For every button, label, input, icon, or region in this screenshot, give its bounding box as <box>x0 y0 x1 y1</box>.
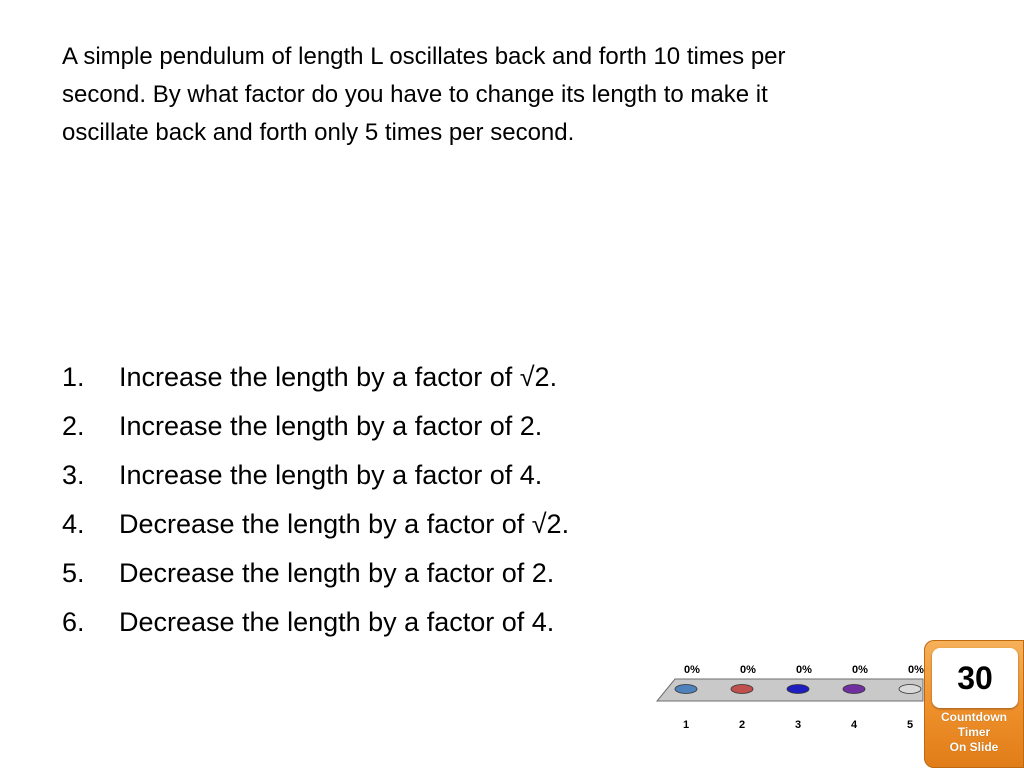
answer-number: 4. <box>62 509 85 539</box>
answer-option-1[interactable] <box>62 355 569 404</box>
chart-bar-base-2 <box>731 685 753 694</box>
timer-caption <box>924 710 1024 755</box>
chart-category-label: 4 <box>850 719 858 731</box>
answer-number: 6. <box>62 607 85 637</box>
chart-category-label: 5 <box>906 719 914 731</box>
answer-option-6[interactable] <box>62 600 569 649</box>
answer-option-3[interactable] <box>62 453 569 502</box>
timer-caption-line: Countdown <box>941 710 1007 724</box>
question-text <box>62 38 962 152</box>
chart-data-label: 0% <box>684 664 700 676</box>
answer-text: Increase the length by a factor of 2. <box>119 411 543 441</box>
answer-list <box>62 355 569 649</box>
answer-text: Increase the length by a factor of √2. <box>119 362 558 392</box>
chart-data-label: 0% <box>740 664 756 676</box>
answer-number: 1. <box>62 362 85 392</box>
answer-text: Decrease the length by a factor of 4. <box>119 607 555 637</box>
response-chart-svg <box>655 655 925 740</box>
timer-caption-line: On Slide <box>949 740 999 754</box>
chart-bar-base-1 <box>675 685 697 694</box>
chart-data-label: 0% <box>908 664 924 676</box>
answer-text: Increase the length by a factor of 4. <box>119 460 543 490</box>
chart-bar-base-4 <box>843 685 865 694</box>
answer-number: 2. <box>62 411 85 441</box>
chart-data-label: 0% <box>796 664 812 676</box>
chart-category-label: 1 <box>682 719 690 731</box>
answer-number: 5. <box>62 558 85 588</box>
chart-category-label: 3 <box>794 719 802 731</box>
question-line: oscillate back and forth only 5 times per second. <box>62 119 575 146</box>
chart-category-label: 2 <box>738 719 746 731</box>
answer-option-4[interactable] <box>62 502 569 551</box>
answer-text: Decrease the length by a factor of √2. <box>119 509 570 539</box>
answer-option-5[interactable] <box>62 551 569 600</box>
chart-bar-base-5 <box>899 685 921 694</box>
question-line: A simple pendulum of length L oscillates back and forth 10 times per <box>62 43 786 70</box>
question-line: second. By what factor do you have to change its length to make it <box>62 81 768 108</box>
answer-number: 3. <box>62 460 85 490</box>
timer-value: 30 <box>932 648 1018 708</box>
answer-text: Decrease the length by a factor of 2. <box>119 558 555 588</box>
countdown-timer[interactable] <box>924 640 1024 768</box>
response-chart <box>655 655 925 740</box>
timer-caption-line: Timer <box>957 725 991 739</box>
chart-bar-base-3 <box>787 685 809 694</box>
chart-data-label: 0% <box>852 664 868 676</box>
answer-option-2[interactable] <box>62 404 569 453</box>
